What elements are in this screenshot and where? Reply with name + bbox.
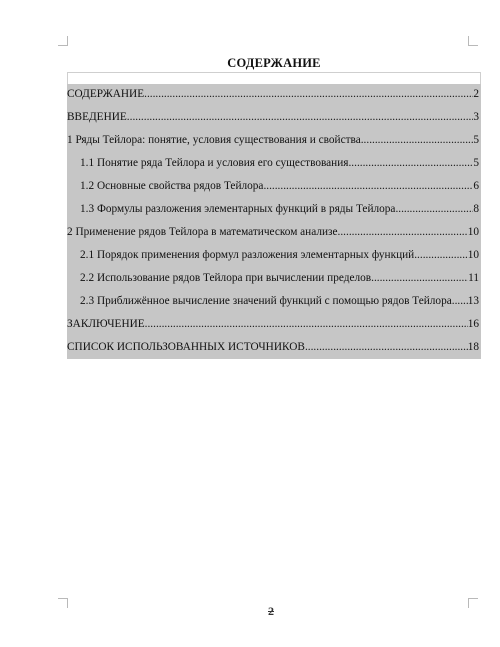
toc-entry-page: 13 <box>467 295 479 307</box>
toc-entry-section-1-2[interactable] <box>67 176 481 196</box>
toc-dot-leader <box>127 107 474 127</box>
page-title: СОДЕРЖАНИЕ <box>227 56 321 70</box>
toc-entry-section-1-1[interactable] <box>67 153 481 173</box>
page-corner-mark-top-right <box>468 36 478 46</box>
toc-entry-introduction[interactable] <box>67 107 481 127</box>
toc-entry-title: ЗАКЛЮЧЕНИЕ <box>67 318 145 330</box>
toc-entry-title: 2.3 Приближённое вычисление значений функций с помощью рядов Тейлора <box>80 295 452 307</box>
table-of-contents[interactable] <box>67 84 481 359</box>
toc-entry-references[interactable] <box>67 337 481 357</box>
toc-dot-leader <box>305 337 468 357</box>
toc-entry-title: 2 Применение рядов Тейлора в математическом анализе <box>67 226 338 238</box>
toc-dot-leader <box>348 153 473 173</box>
toc-dot-leader <box>144 84 473 104</box>
toc-entry-conclusion[interactable] <box>67 314 481 334</box>
page-number: 2 <box>268 604 274 618</box>
toc-entry-section-2-3[interactable] <box>67 291 481 311</box>
toc-entry-chapter-1[interactable] <box>67 130 481 150</box>
toc-dot-leader <box>361 130 474 150</box>
toc-entry-page: 2 <box>473 88 479 100</box>
toc-entry-page: 11 <box>468 272 479 284</box>
toc-entry-section-2-2[interactable] <box>67 268 481 288</box>
toc-entry-title: 2.2 Использование рядов Тейлора при вычислении пределов <box>80 272 372 284</box>
toc-dot-leader <box>338 222 468 242</box>
toc-dot-leader <box>145 314 468 334</box>
toc-entry-section-1-3[interactable] <box>67 199 481 219</box>
toc-entry-page: 5 <box>473 157 479 169</box>
toc-entry-title: СОДЕРЖАНИЕ <box>67 88 145 100</box>
toc-entry-page: 16 <box>467 318 479 330</box>
page-corner-mark-bottom-left <box>58 598 68 608</box>
toc-entry-section-2-1[interactable] <box>67 245 481 265</box>
toc-entry-title: 2.1 Порядок применения формул разложения элементарных функций <box>80 249 415 261</box>
toc-entry-page: 18 <box>467 341 479 353</box>
toc-dot-leader <box>414 245 467 265</box>
toc-dot-leader <box>371 268 468 288</box>
toc-entry-page: 3 <box>473 111 479 123</box>
toc-entry-contents[interactable] <box>67 84 481 104</box>
toc-entry-page: 6 <box>473 180 479 192</box>
toc-entry-page: 10 <box>467 249 479 261</box>
page-corner-mark-top-left <box>58 36 68 46</box>
toc-entry-page: 10 <box>467 226 479 238</box>
toc-dot-leader <box>452 291 468 311</box>
toc-dot-leader <box>263 176 473 196</box>
toc-entry-title: 1.3 Формулы разложения элементарных функций в ряды Тейлора <box>80 203 396 215</box>
toc-entry-chapter-2[interactable] <box>67 222 481 242</box>
toc-entry-page: 5 <box>473 134 479 146</box>
toc-entry-page: 8 <box>473 203 479 215</box>
toc-entry-title: 1.1 Понятие ряда Тейлора и условия его существования <box>80 157 349 169</box>
toc-entry-title: ВВЕДЕНИЕ <box>67 111 127 123</box>
toc-entry-title: СПИСОК ИСПОЛЬЗОВАННЫХ ИСТОЧНИКОВ <box>67 341 305 353</box>
toc-entry-title: 1.2 Основные свойства рядов Тейлора <box>80 180 264 192</box>
toc-entry-title: 1 Ряды Тейлора: понятие, условия существования и свойства <box>67 134 361 146</box>
page-corner-mark-bottom-right <box>468 598 478 608</box>
toc-dot-leader <box>395 199 473 219</box>
